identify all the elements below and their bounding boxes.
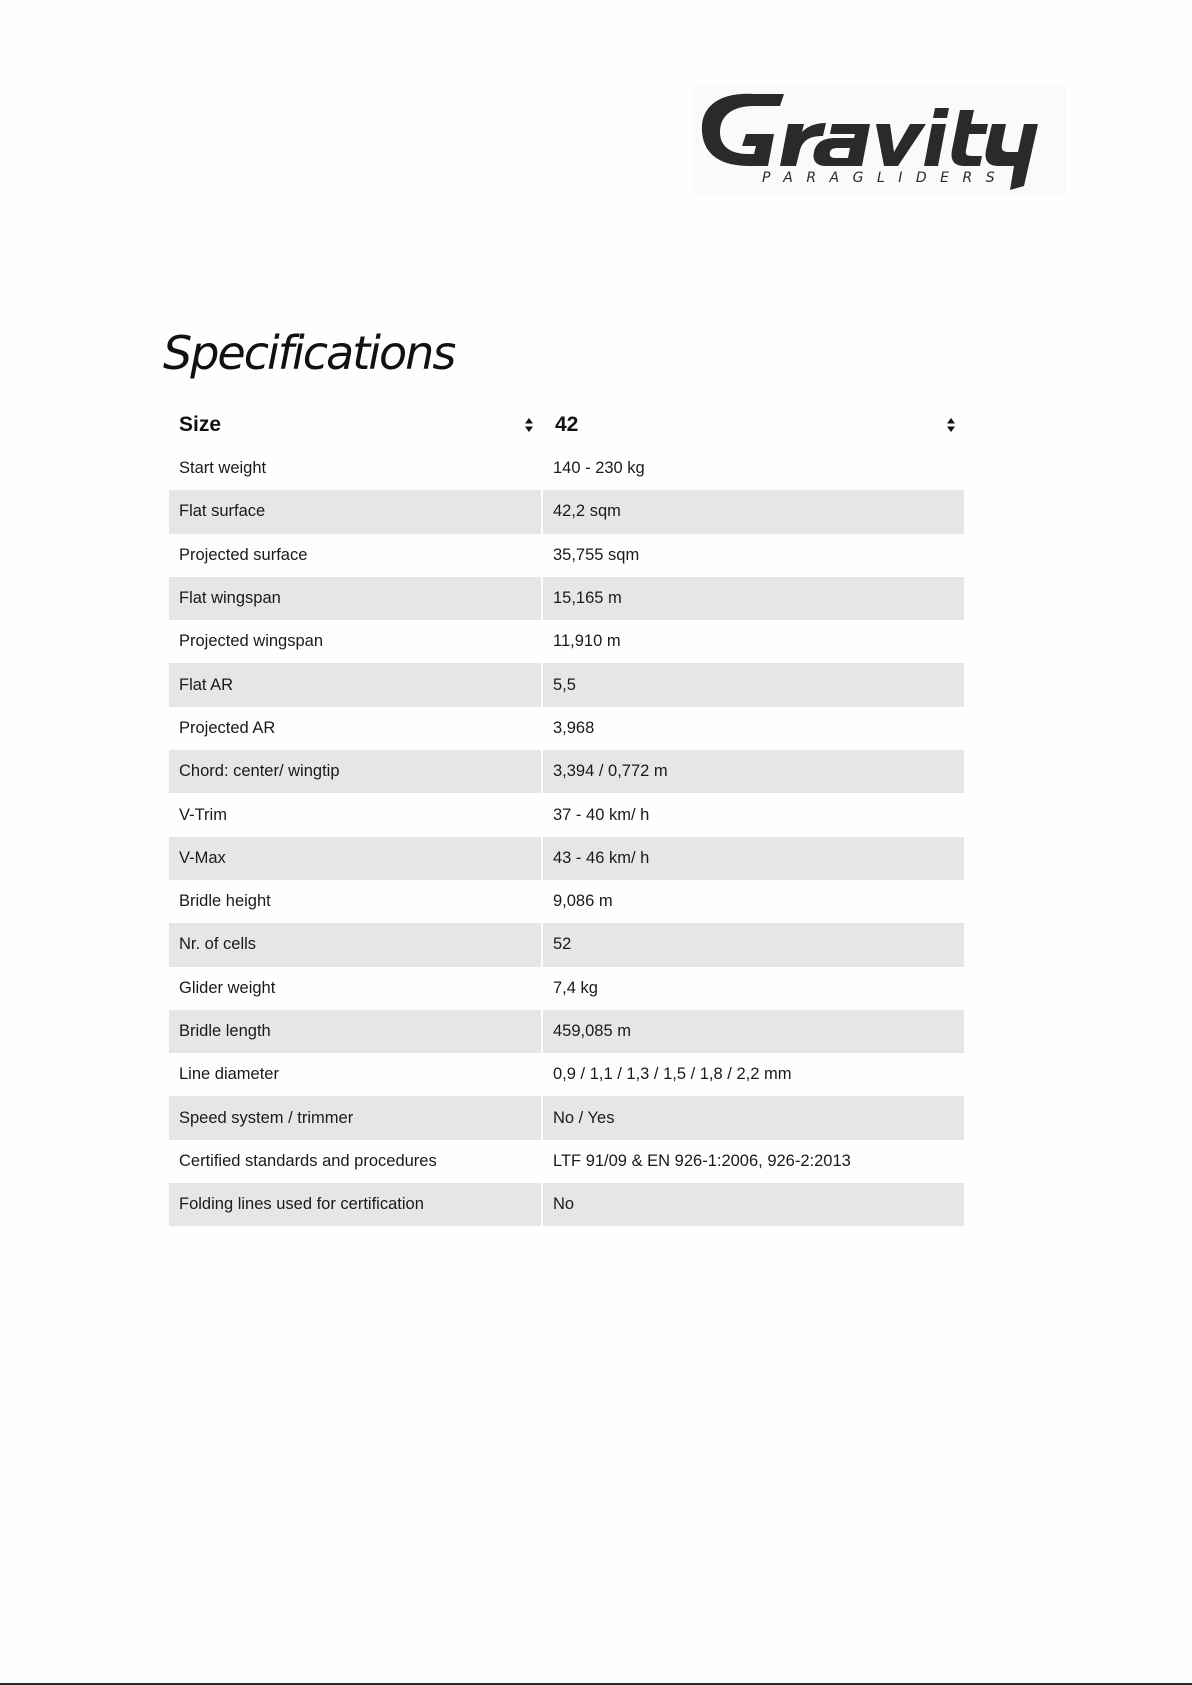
spec-value: 3,394 / 0,772 m bbox=[542, 750, 964, 793]
spec-value: 35,755 sqm bbox=[553, 545, 640, 564]
spec-label: Line diameter bbox=[169, 1053, 542, 1096]
spec-value: 42,2 sqm bbox=[542, 490, 964, 533]
table-row bbox=[169, 534, 964, 577]
spec-label: Nr. of cells bbox=[169, 923, 542, 966]
spec-value: 15,165 m bbox=[542, 577, 964, 620]
spec-label: Certified standards and procedures bbox=[169, 1140, 542, 1183]
column-header-size[interactable] bbox=[169, 402, 542, 447]
spec-label: Glider weight bbox=[169, 967, 542, 1010]
spec-value: 52 bbox=[542, 923, 964, 966]
spec-label: Bridle length bbox=[169, 1010, 542, 1053]
specifications-table bbox=[169, 402, 964, 1226]
spec-value: 3,968 bbox=[553, 718, 595, 737]
logo-tagline: PARAGLIDERS bbox=[762, 170, 1009, 186]
table-row bbox=[169, 663, 964, 706]
table-row bbox=[169, 880, 964, 923]
spec-value: 5,5 bbox=[542, 663, 964, 706]
spec-label: Start weight bbox=[169, 447, 542, 490]
spec-label: Speed system / trimmer bbox=[169, 1096, 542, 1139]
spec-label: Folding lines used for certification bbox=[169, 1183, 542, 1226]
table-row bbox=[169, 1096, 964, 1139]
spec-label: Projected wingspan bbox=[169, 620, 542, 663]
spec-label: Flat wingspan bbox=[169, 577, 542, 620]
spec-value: No / Yes bbox=[542, 1096, 964, 1139]
table-row bbox=[169, 1140, 964, 1183]
spec-label: Projected surface bbox=[169, 534, 542, 577]
table-row bbox=[169, 837, 964, 880]
spec-value: 11,910 m bbox=[553, 632, 621, 651]
spec-value: 37 - 40 km/ h bbox=[553, 805, 650, 824]
table-row bbox=[169, 707, 964, 750]
table-row bbox=[169, 923, 964, 966]
spec-value: 43 - 46 km/ h bbox=[542, 837, 964, 880]
sort-icon[interactable] bbox=[946, 417, 956, 433]
spec-value: 459,085 m bbox=[542, 1010, 964, 1053]
spec-value: 7,4 kg bbox=[553, 978, 598, 997]
gravity-paragliders-logo bbox=[692, 86, 1066, 194]
table-row bbox=[169, 793, 964, 836]
spec-value: 140 - 230 kg bbox=[553, 459, 645, 478]
table-row bbox=[169, 577, 964, 620]
table-row bbox=[169, 447, 964, 490]
table-row bbox=[169, 750, 964, 793]
column-header-42[interactable] bbox=[542, 402, 964, 447]
spec-label: Flat surface bbox=[169, 490, 542, 533]
table-row bbox=[169, 620, 964, 663]
table-row bbox=[169, 1183, 964, 1226]
spec-label: Bridle height bbox=[169, 880, 542, 923]
spec-label: V-Trim bbox=[169, 793, 542, 836]
spec-label: Chord: center/ wingtip bbox=[169, 750, 542, 793]
column-header-label: 42 bbox=[555, 412, 579, 436]
column-header-label: Size bbox=[179, 412, 222, 436]
table-row bbox=[169, 1010, 964, 1053]
spec-label: Projected AR bbox=[169, 707, 542, 750]
spec-label: V-Max bbox=[169, 837, 542, 880]
table-row bbox=[169, 967, 964, 1010]
table-header-row bbox=[169, 402, 964, 447]
spec-value: 9,086 m bbox=[553, 892, 613, 911]
page-title: Specifications bbox=[163, 326, 455, 380]
spec-value: No bbox=[542, 1183, 964, 1226]
table-row bbox=[169, 490, 964, 533]
sort-icon[interactable] bbox=[524, 417, 534, 433]
spec-value: 0,9 / 1,1 / 1,3 / 1,5 / 1,8 / 2,2 mm bbox=[553, 1065, 792, 1084]
spec-value: LTF 91/09 & EN 926-1:2006, 926-2:2013 bbox=[553, 1151, 851, 1170]
table-row bbox=[169, 1053, 964, 1096]
spec-label: Flat AR bbox=[169, 663, 542, 706]
